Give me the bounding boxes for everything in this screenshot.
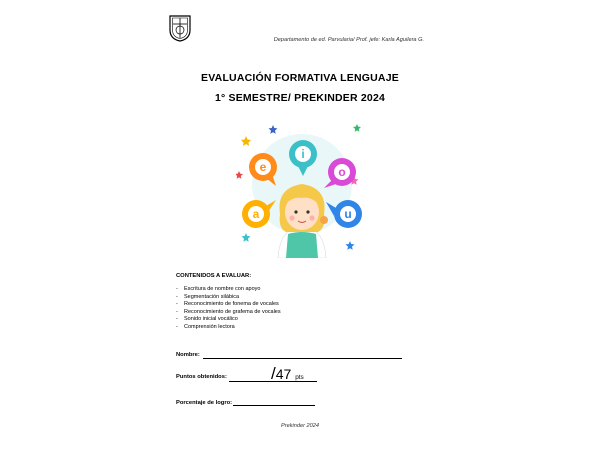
vowels-illustration [236, 116, 364, 258]
porcentaje-field[interactable] [233, 405, 315, 406]
school-logo [168, 14, 192, 42]
svg-text:a: a [252, 207, 260, 221]
page-subtitle: 1° SEMESTRE/ PREKINDER 2024 [214, 92, 386, 104]
nombre-field[interactable] [203, 358, 402, 359]
contents-heading: CONTENIDOS A EVALUAR: [176, 273, 252, 279]
page-footer: Prekinder 2024 [281, 423, 319, 429]
list-item: - Escritura de nombre con apoyo [176, 286, 281, 294]
svg-text:e: e [259, 160, 267, 174]
score-total: 47 [275, 366, 292, 382]
nombre-label: Nombre: [176, 352, 200, 358]
puntos-field[interactable] [229, 381, 317, 382]
list-item: - Comprensión lectora [176, 324, 281, 332]
score-display: /47 pts [271, 364, 304, 383]
department-header: Departamento de ed. Parvularia/ Prof. jefe: Karla Aguilera G. [273, 37, 424, 43]
list-item: - Sonido inicial vocálico [176, 316, 281, 324]
girl-figure [278, 184, 328, 258]
score-unit: pts [295, 374, 304, 381]
list-item: - Reconocimiento de fonema de vocales [176, 301, 281, 309]
page-title: EVALUACIÓN FORMATIVA LENGUAJE [201, 72, 399, 84]
porcentaje-label: Porcentaje de logro: [176, 400, 233, 406]
svg-text:o: o [338, 165, 346, 179]
svg-text:u: u [344, 207, 352, 221]
list-item: - Reconocimiento de grafema de vocales [176, 309, 281, 317]
list-item: - Segmentación silábica [176, 294, 281, 302]
contents-list [176, 286, 281, 332]
svg-text:i: i [301, 147, 305, 161]
puntos-label: Puntos obtenidos: [176, 374, 227, 380]
